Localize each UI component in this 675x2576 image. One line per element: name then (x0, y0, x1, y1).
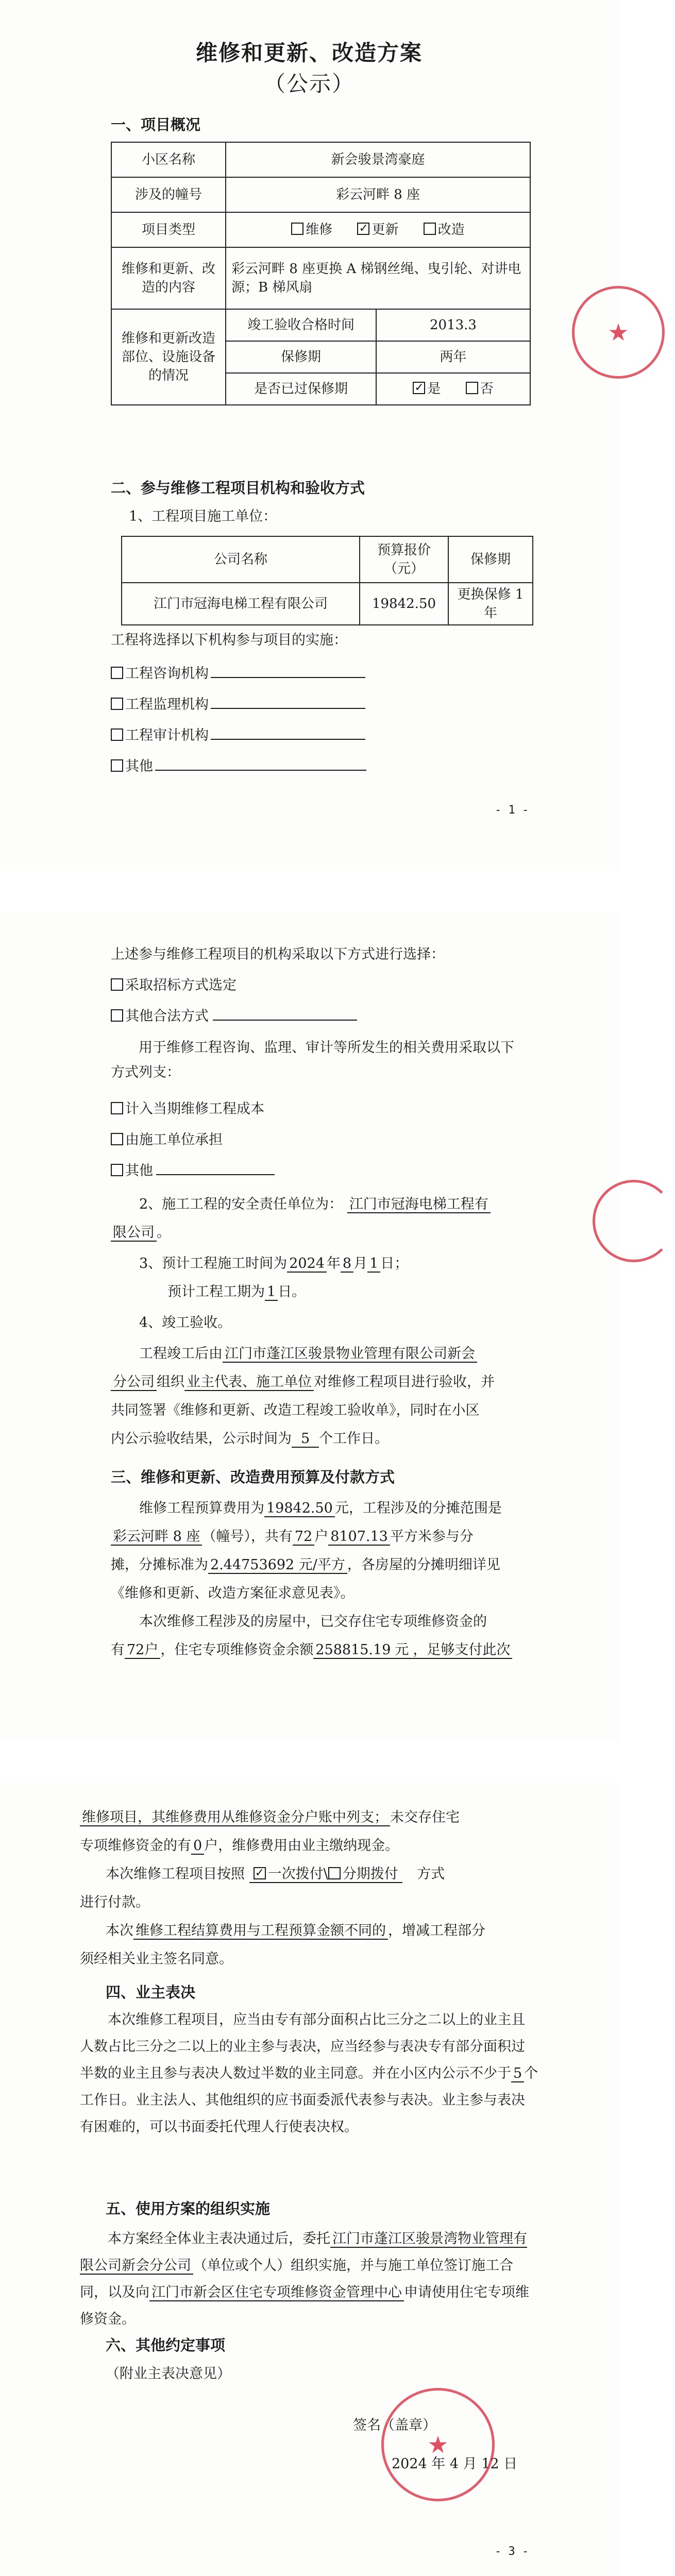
section-3-heading: 三、维修和更新、改造费用预算及付款方式 (111, 1468, 395, 1486)
section-1-heading: 一、项目概况 (111, 116, 201, 133)
org-supervision[interactable]: 工程监理机构 (111, 696, 365, 714)
voting-rules: 本次维修工程项目，应当由专有部分面积占比三分之二以上的业主且人数占比三分之二以上的业主参与表决，应当经参与表决专有部分面积过半数的业主且参与表决人数过半数的业主同意。并在小区内公示不少于 5 个工作日。业主法人、其他组织的应书面委派代表参与表决。业主参与表决有困难的，可以书面委托代理人行使表决权。 (80, 2012, 538, 2135)
company-warranty-header: 保修期 (448, 536, 533, 583)
acceptance-line-2: 分公司 组织 业主代表、施工单位 对维修工程项目进行验收，并 (111, 1373, 495, 1392)
page-1 (0, 0, 629, 871)
page-title: 维修和更新、改造方案 (195, 40, 423, 65)
fund-line-1: 本次维修工程涉及的房屋中，已交存住宅专项维修资金的 (139, 1614, 487, 1630)
company-name-header: 公司名称 (122, 536, 360, 583)
budget-header: 预算报价（元） (360, 536, 448, 583)
official-seal: ★ (572, 286, 665, 379)
company-table (121, 536, 533, 625)
checkbox-icon (424, 223, 436, 235)
type-option-repair[interactable]: 维修 (291, 222, 332, 238)
checkbox-icon (111, 698, 123, 710)
project-overview-table (111, 142, 531, 405)
section-5-heading: 五、使用方案的组织实施 (106, 2200, 271, 2217)
org-consulting[interactable]: 工程咨询机构 (111, 665, 365, 683)
project-type-label: 项目类型 (111, 212, 226, 247)
checkbox-icon (111, 978, 123, 991)
page-number-3: - 3 - (495, 2545, 529, 2558)
community-value: 新会骏景湾豪庭 (226, 142, 530, 177)
select-intro: 工程将选择以下机构参与项目的实施： (111, 632, 347, 648)
org-other[interactable]: 其他 (111, 757, 366, 776)
content-value: 彩云河畔 8 座更换 A 梯钢丝绳、曳引轮、对讲电源；B 梯风扇 (226, 247, 530, 309)
warranty-value: 两年 (376, 341, 530, 373)
content-label: 维修和更新、改造的内容 (111, 247, 226, 309)
checkbox-icon (111, 1009, 123, 1022)
budget-value: 19842.50 (360, 583, 448, 625)
completion-label: 竣工验收合格时间 (226, 309, 376, 341)
payment-line-4: 进行付款。 (80, 1894, 149, 1910)
selection-method-intro: 上述参与维修工程项目的机构采取以下方式进行选择： (111, 946, 445, 962)
settlement-line: 本次 维修工程结算费用与工程预算金额不同的 ，增减工程部分 (106, 1923, 485, 1939)
checkbox-icon (111, 759, 123, 772)
option-other-legal[interactable]: 其他合法方式 (111, 1007, 357, 1026)
acceptance-line-1: 工程竣工后由 江门市蓬江区骏景物业管理有限公司新会 (139, 1345, 477, 1363)
completion-value: 2013.3 (376, 309, 530, 341)
section-2-heading: 二、参与维修工程项目机构和验收方式 (111, 479, 365, 497)
option-include-cost[interactable]: 计入当期维修工程成本 (111, 1100, 264, 1118)
page-3 (0, 1783, 618, 2576)
page-subtitle: （公示） (263, 71, 355, 96)
budget-line-3: 摊，分摊标准为 2.44753692 元/平方 ，各房屋的分摊明细详见 (111, 1557, 500, 1573)
section-4-heading: 四、业主表决 (106, 1984, 196, 2001)
payment-line-2: 专项维修资金的有 0 户，维修费用由业主缴纳现金。 (80, 1838, 399, 1854)
page-gap (0, 871, 618, 912)
acceptance-heading: 4、竣工验收。 (139, 1315, 232, 1331)
option-bidding[interactable]: 采取招标方式选定 (111, 976, 237, 995)
type-option-update[interactable]: ✓ 更新 (357, 222, 398, 238)
option-contractor-bears[interactable]: 由施工单位承担 (111, 1131, 223, 1149)
option-fee-other[interactable]: 其他 (111, 1162, 275, 1180)
acceptance-line-3: 共同签署《维修和更新、改造工程竣工验收单》，同时在小区 (111, 1402, 480, 1418)
project-type-options (226, 212, 530, 247)
implementation-text: 本方案经全体业主表决通过后，委托 江门市蓬江区骏景湾物业管理有限公司新会分公司 （单位或个人）组织实施，并与施工单位签订施工合同，以及向 江门市新会区住宅专项维修资金管理中心 申请使用住宅专项维修资金。 (80, 2231, 529, 2327)
expired-yes-option[interactable]: ✓ 是 (413, 381, 441, 397)
checked-checkbox-icon[interactable] (254, 1867, 266, 1879)
schedule-line: 3、预计工程施工时间为 2024 年 8 月 1 日； (139, 1256, 409, 1272)
warranty-label: 保修期 (226, 341, 376, 373)
equipment-label: 维修和更新改造部位、设施设备的情况 (111, 309, 226, 405)
expired-label: 是否已过保修期 (226, 373, 376, 405)
budget-line-4: 《维修和更新、改造方案征求意见表》。 (111, 1585, 355, 1601)
signature-date: 2024 年 4 月 12 日 (392, 2456, 518, 2472)
expired-options (376, 373, 530, 405)
community-label: 小区名称 (111, 142, 226, 177)
checkbox-icon (111, 728, 123, 741)
payment-line-1: 维修项目，其维修费用从维修资金分户账中列支； 未交存住宅 (80, 1808, 460, 1827)
budget-line-2: 彩云河畔 8 座 （幢号），共有 72 户 8107.13 平方米参与分 (111, 1528, 474, 1546)
checked-checkbox-icon (357, 223, 369, 235)
checkbox-icon (111, 667, 123, 679)
checkbox-icon (291, 223, 303, 235)
acceptance-line-4: 内公示验收结果，公示时间为 5 个工作日。 (111, 1431, 389, 1447)
company-seal: ★ (381, 2388, 495, 2501)
signature-label: 签名（盖章） (353, 2417, 436, 2433)
company-warranty: 更换保修 1 年 (448, 583, 533, 625)
section-6-heading: 六、其他约定事项 (106, 2336, 226, 2354)
duration-line: 预计工程工期为 1 日。 (167, 1284, 306, 1300)
fee-method-intro: 用于维修工程咨询、监理、审计等所发生的相关费用采取以下方式列支： (111, 1040, 514, 1080)
safety-unit-line-2: 限公司 。 (111, 1224, 171, 1242)
checkbox-icon[interactable] (328, 1867, 341, 1879)
page-2 (0, 912, 618, 1741)
safety-unit-line: 2、施工工程的安全责任单位为： 江门市冠海电梯工程有 (139, 1195, 491, 1214)
budget-line-1: 维修工程预算费用为 19842.50 元，工程涉及的分摊范围是 (139, 1500, 502, 1516)
checkbox-icon (111, 1164, 123, 1176)
building-label: 涉及的幢号 (111, 177, 226, 212)
page-number-1: - 1 - (495, 804, 529, 817)
attachment-note: （附业主表决意见） (106, 2366, 231, 2382)
official-seal-edge (593, 1180, 675, 1262)
checkbox-icon (466, 382, 478, 394)
payment-method-line: 本次维修工程项目按照 ✓ 一次拨付\ 分期拨付 方式 (106, 1865, 445, 1884)
settlement-line-2: 须经相关业主签名同意。 (80, 1951, 233, 1967)
checked-checkbox-icon (413, 382, 425, 394)
org-audit[interactable]: 工程审计机构 (111, 726, 365, 745)
company-name: 江门市冠海电梯工程有限公司 (122, 583, 360, 625)
checkbox-icon (111, 1133, 123, 1145)
type-option-renovate[interactable]: 改造 (424, 222, 465, 238)
construction-unit-heading: 1、工程项目施工单位： (129, 509, 277, 524)
payment-options: ✓ 一次拨付\ 分期拨付 (249, 1866, 402, 1883)
checkbox-icon (111, 1102, 123, 1114)
expired-no-option[interactable]: 否 (466, 381, 494, 397)
fund-line-2: 有 72户 ，住宅专项维修资金余额 258815.19 元 ，足够支付此次 (111, 1641, 512, 1659)
page-gap (0, 1741, 618, 1783)
building-value: 彩云河畔 8 座 (226, 177, 530, 212)
